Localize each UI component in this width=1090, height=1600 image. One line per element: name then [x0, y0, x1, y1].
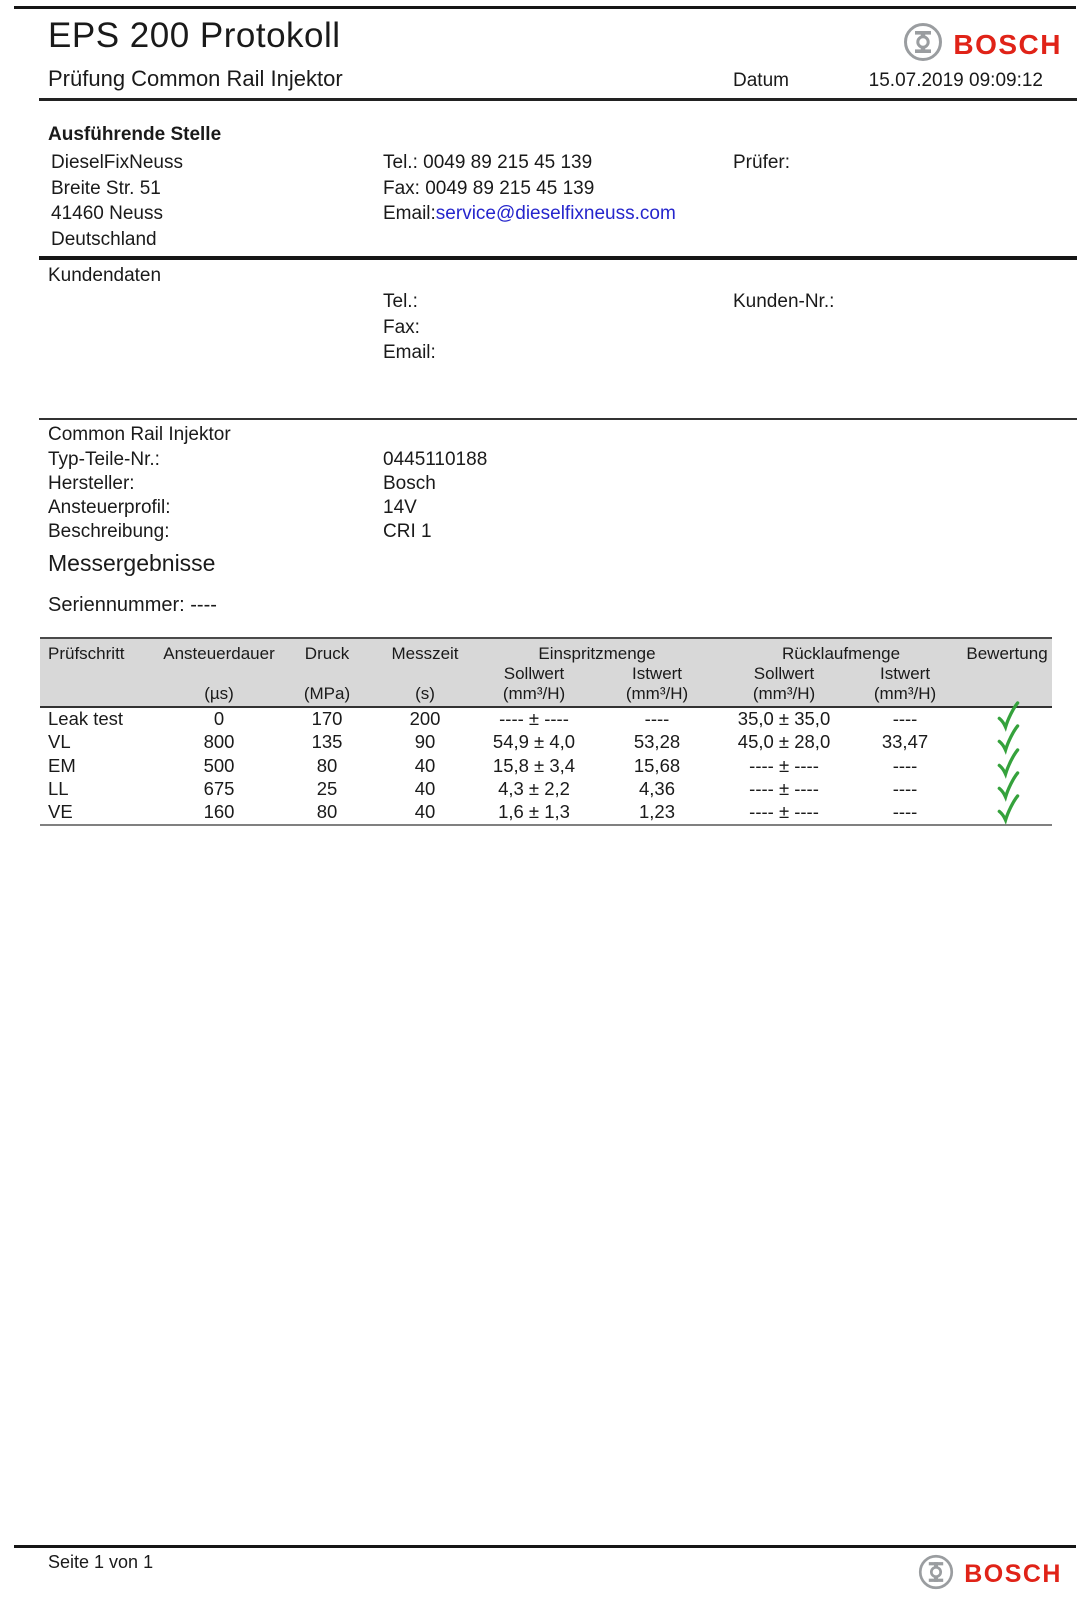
cell-ruecklauf-istwert: ---- [892, 708, 918, 730]
seriennummer: Seriennummer: ---- [48, 594, 217, 616]
workshop-contact-block [383, 150, 676, 227]
cell-pruefschritt: Leak test [48, 708, 124, 730]
cell-messzeit: 200 [409, 708, 441, 730]
pass-check-icon [996, 794, 1019, 822]
injektor-label: Typ-Teile-Nr.: [48, 449, 160, 470]
injektor-label: Beschreibung: [48, 521, 170, 542]
page-title: EPS 200 Protokoll [48, 16, 341, 55]
workshop-city: 41460 Neuss [51, 203, 163, 224]
bosch-armature-icon [918, 1554, 954, 1595]
cell-ansteuerdauer: 800 [203, 731, 235, 753]
unit-us: (µs) [160, 684, 278, 707]
cell-einspritz-istwert: 15,68 [633, 754, 681, 776]
bosch-logo-bottom [918, 1554, 1062, 1595]
header-divider [39, 98, 1077, 101]
cell-pruefschritt: LL [48, 778, 69, 800]
cell-pruefschritt: VL [48, 731, 71, 753]
bosch-wordmark: BOSCH [953, 28, 1062, 60]
top-rule [14, 6, 1076, 9]
customer-email-label: Email: [383, 342, 436, 363]
kunden-nr-label: Kunden-Nr.: [733, 291, 835, 312]
workshop-country: Deutschland [51, 228, 157, 250]
cell-einspritz-sollwert: 54,9 ± 4,0 [492, 731, 576, 753]
injektor-label: Ansteuerprofil: [48, 497, 171, 518]
cell-druck: 80 [316, 754, 338, 776]
unit-mm3h: (mm³/H) [594, 684, 720, 707]
cell-druck: 135 [311, 731, 343, 753]
injektor-value: 14V [383, 497, 417, 518]
workshop-address-block [51, 150, 183, 252]
cell-druck: 80 [278, 801, 376, 825]
customer-fax-label: Fax: [383, 316, 420, 338]
col-messzeit: Messzeit [391, 644, 459, 663]
customer-contact-block [383, 289, 436, 366]
bosch-wordmark: BOSCH [964, 1560, 1062, 1588]
injektor-label: Hersteller: [48, 473, 135, 494]
doc-subtitle: Prüfung Common Rail Injektor [48, 66, 343, 91]
col-einspritzmenge: Einspritzmenge [538, 644, 656, 663]
injektor-row [48, 472, 1008, 496]
unit-mm3h: (mm³/H) [474, 684, 594, 707]
table-row [40, 778, 1052, 802]
cell-einspritz-sollwert: ---- ± ---- [499, 708, 569, 730]
workshop-name: DieselFixNeuss [51, 152, 183, 173]
cell-einspritz-sollwert: 4,3 ± 2,2 [498, 778, 570, 800]
bosch-armature-icon [903, 22, 943, 67]
cell-ansteuerdauer: 0 [213, 708, 225, 730]
footer-rule [14, 1545, 1076, 1548]
cell-ansteuerdauer: 500 [203, 754, 235, 776]
datum-label: Datum [733, 70, 789, 91]
injektor-divider [39, 418, 1077, 420]
cell-ruecklauf-istwert: ---- [848, 801, 962, 825]
table-row [40, 731, 1052, 755]
workshop-email-link[interactable]: service@dieselfixneuss.com [435, 203, 676, 224]
workshop-email-row [383, 201, 676, 227]
section-heading-ausfuehrende-stelle: Ausführende Stelle [48, 124, 222, 145]
unit-mm3h: (mm³/H) [720, 684, 848, 707]
datum-value: 15.07.2019 09:09:12 [868, 70, 1043, 91]
subcol-einspritz-sollwert: Sollwert [503, 664, 565, 683]
cell-einspritz-sollwert: 15,8 ± 3,4 [492, 754, 576, 776]
section-heading-kundendaten: Kundendaten [48, 265, 162, 286]
col-ansteuerdauer: Ansteuerdauer [163, 644, 275, 663]
injektor-row [48, 448, 1008, 472]
cell-messzeit: 40 [414, 754, 436, 776]
cell-einspritz-istwert: ---- [644, 708, 670, 730]
cell-pruefschritt: VE [40, 801, 160, 825]
kundendaten-divider [39, 256, 1077, 260]
cell-ruecklauf-istwert: ---- [892, 778, 918, 800]
cell-ruecklauf-sollwert: ---- ± ---- [749, 754, 819, 776]
cell-messzeit: 40 [376, 801, 474, 825]
injektor-value: 0445110188 [383, 449, 488, 470]
workshop-street: Breite Str. 51 [51, 177, 161, 199]
cell-druck: 25 [316, 778, 338, 800]
cell-ruecklauf-sollwert: ---- ± ---- [749, 778, 819, 800]
cell-ruecklauf-sollwert: ---- ± ---- [720, 801, 848, 825]
cell-bewertung [962, 801, 1052, 825]
table-header [40, 638, 1052, 707]
cell-ansteuerdauer: 675 [203, 778, 235, 800]
cell-druck: 170 [311, 708, 343, 730]
bosch-logo-top [903, 22, 1062, 67]
unit-mpa: (MPa) [278, 684, 376, 707]
section-heading-injektor: Common Rail Injektor [48, 424, 231, 445]
cell-einspritz-istwert: 4,36 [639, 778, 676, 800]
injektor-row [48, 520, 1008, 544]
subcol-einspritz-istwert: Istwert [631, 664, 683, 683]
cell-einspritz-istwert: 53,28 [633, 731, 681, 753]
table-row [40, 754, 1052, 778]
workshop-email-label: Email: [383, 203, 436, 224]
cell-einspritz-sollwert: 1,6 ± 1,3 [474, 801, 594, 825]
unit-mm3h: (mm³/H) [848, 684, 962, 707]
table-row [40, 707, 1052, 731]
cell-ruecklauf-istwert: 33,47 [881, 731, 929, 753]
col-ruecklaufmenge: Rücklaufmenge [781, 644, 901, 663]
workshop-fax: Fax: 0049 89 215 45 139 [383, 177, 595, 199]
subcol-ruecklauf-sollwert: Sollwert [753, 664, 815, 683]
measurement-table [40, 637, 1052, 826]
cell-ruecklauf-istwert: ---- [892, 754, 918, 776]
cell-messzeit: 40 [414, 778, 436, 800]
cell-pruefschritt: EM [48, 754, 76, 776]
cell-ruecklauf-sollwert: 35,0 ± 35,0 [737, 708, 831, 730]
injektor-value: Bosch [383, 473, 436, 494]
injektor-row [48, 496, 1008, 520]
cell-ansteuerdauer: 160 [160, 801, 278, 825]
page-number: Seite 1 von 1 [48, 1552, 154, 1572]
cell-ruecklauf-sollwert: 45,0 ± 28,0 [737, 731, 831, 753]
unit-s: (s) [376, 684, 474, 707]
injektor-value: CRI 1 [383, 521, 432, 542]
cell-einspritz-istwert: 1,23 [594, 801, 720, 825]
section-heading-messergebnisse: Messergebnisse [48, 550, 216, 576]
subcol-ruecklauf-istwert: Istwert [879, 664, 931, 683]
col-druck: Druck [304, 644, 350, 663]
customer-tel-label: Tel.: [383, 291, 418, 312]
table-row [40, 801, 1052, 825]
pruefer-label: Prüfer: [733, 152, 791, 173]
cell-messzeit: 90 [414, 731, 436, 753]
col-pruefschritt: Prüfschritt [48, 644, 125, 663]
injektor-details [48, 448, 1008, 544]
workshop-tel: Tel.: 0049 89 215 45 139 [383, 152, 593, 173]
col-bewertung: Bewertung [966, 644, 1048, 663]
